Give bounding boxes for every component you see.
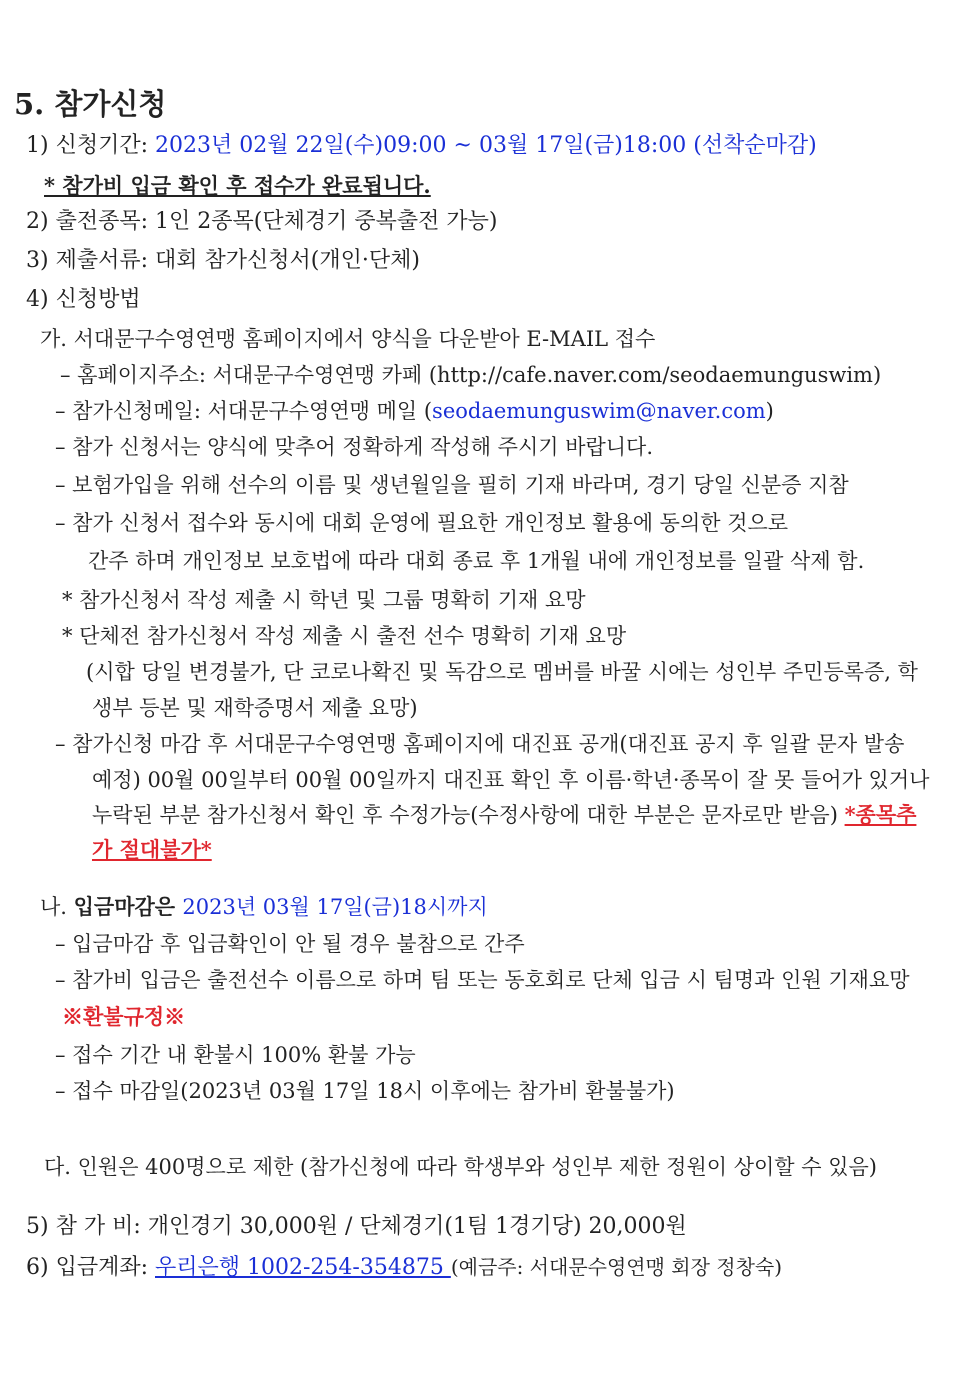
privacy-consent-line2: 간주 하며 개인정보 보호법에 따라 대회 종료 후 1개월 내에 개인정보를 일괄 삭제 함.	[88, 549, 865, 573]
capacity-limit: 다. 인원은 400명으로 제한 (참가신청에 따라 학생부와 성인부 제한 정원이 상이할 수 있음)	[44, 1155, 877, 1179]
application-period-label: 1) 신청기간:	[26, 133, 155, 158]
refund-policy-title: ※환불규정※	[62, 1004, 186, 1029]
no-event-addition-warning-cont: 가 절대불가*	[92, 837, 212, 862]
payment-deadline-prefix: 나.	[40, 895, 74, 919]
bracket-notice-line2: 예정) 00월 00일부터 00월 00일까지 대진표 확인 후 이름·학년·종목이 잘 못 들어가 있거나	[92, 768, 930, 792]
payment-name-note: – 참가비 입금은 출전선수 이름으로 하며 팀 또는 동호회로 단체 입금 시 팀명과 인원 기재요망	[55, 968, 910, 992]
bank-account-label: 6) 입금계좌:	[26, 1255, 155, 1280]
homepage-address: – 홈페이지주소: 서대문구수영연맹 카페 (http://cafe.naver.com/seodaemunguswim)	[60, 363, 882, 387]
refund-after-deadline: – 접수 마감일(2023년 03월 17일 18시 이후에는 참가비 환불불가)	[55, 1079, 675, 1103]
payment-deadline-label: 입금마감은	[73, 894, 183, 919]
privacy-consent-line1: – 참가 신청서 접수와 동시에 대회 운영에 필요한 개인정보 활용에 동의한 것으로	[55, 511, 789, 535]
form-instruction: – 참가 신청서는 양식에 맞추어 정확하게 작성해 주시기 바랍니다.	[55, 435, 654, 459]
team-entry-note-line2: (시합 당일 변경불가, 단 코로나확진 및 독감으로 멤버를 바꿀 시에는 성인부 주민등록증, 학	[86, 660, 918, 684]
account-number[interactable]: 우리은행 1002-254-354875	[155, 1255, 451, 1280]
method-title: 4) 신청방법	[26, 287, 141, 312]
method-ga-title: 가. 서대문구수영연맹 홈페이지에서 양식을 다운받아 E-MAIL 접수	[40, 327, 656, 351]
application-period-value: 2023년 02월 22일(수)09:00 ~ 03월 17일(금)18:00 (선착순마감)	[155, 133, 817, 158]
nonpayment-note: – 입금마감 후 입금확인이 안 될 경우 불참으로 간주	[55, 932, 525, 956]
email-link[interactable]: seodaemunguswim@naver.com	[432, 399, 766, 423]
team-entry-note: * 단체전 참가신청서 작성 제출 시 출전 선수 명확히 기재 요망	[62, 624, 627, 648]
grade-group-note: * 참가신청서 작성 제출 시 학년 및 그룹 명확히 기재 요망	[62, 588, 586, 612]
entry-fee: 5) 참 가 비: 개인경기 30,000원 / 단체경기(1팀 1경기당) 20,000원	[26, 1214, 687, 1239]
email-label: – 참가신청메일: 서대문구수영연맹 메일 (	[55, 399, 433, 423]
events-info: 2) 출전종목: 1인 2종목(단체경기 중복출전 가능)	[26, 209, 498, 234]
application-period	[26, 131, 817, 161]
payment-deadline-date: 2023년 03월 17일(금)18시까지	[182, 895, 488, 919]
payment-deadline	[40, 892, 488, 922]
team-entry-note-line3: 생부 등본 및 재학증명서 제출 요망)	[92, 696, 418, 720]
email-close-paren: )	[765, 399, 774, 423]
bank-account	[26, 1252, 782, 1283]
payment-confirmation-note: * 참가비 입금 확인 후 접수가 완료됩니다.	[44, 173, 431, 198]
insurance-instruction: – 보험가입을 위해 선수의 이름 및 생년월일을 필히 기재 바라며, 경기 당일 신분증 지참	[55, 473, 849, 497]
bracket-notice-line3-text: 누락된 부분 참가신청서 확인 후 수정가능(수정사항에 대한 부분은 문자로만 받음)	[92, 803, 845, 827]
bracket-notice-line3	[92, 800, 916, 830]
no-event-addition-warning: *종목추	[844, 802, 917, 827]
application-email	[55, 396, 774, 426]
documents-info: 3) 제출서류: 대회 참가신청서(개인·단체)	[26, 248, 420, 273]
refund-within-period: – 접수 기간 내 환불시 100% 환불 가능	[55, 1043, 416, 1067]
section-title: 5. 참가신청	[14, 87, 167, 121]
account-holder: (예금주: 서대문수영연맹 회장 정창숙)	[450, 1255, 783, 1279]
bracket-notice-line1: – 참가신청 마감 후 서대문구수영연맹 홈페이지에 대진표 공개(대진표 공지 후 일괄 문자 발송	[55, 732, 905, 756]
